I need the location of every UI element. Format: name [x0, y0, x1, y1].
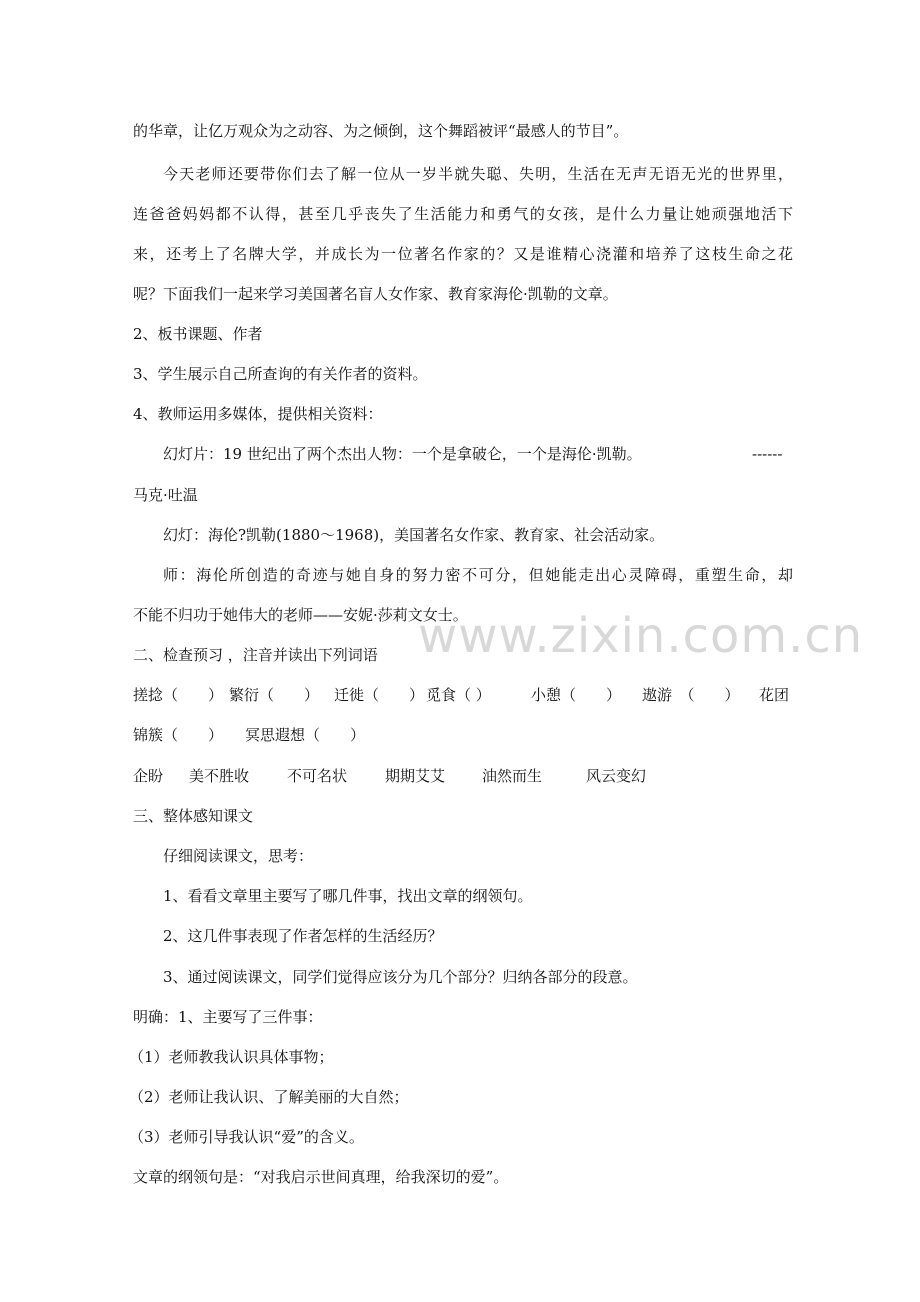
vocab-item: 遨游 （ ）	[642, 686, 740, 704]
vocab-item: 冥思遐想（ ）	[245, 726, 366, 744]
paragraph-line: 呢？下面我们一起来学习美国著名盲人女作家、教育家海伦·凯勒的文章。	[133, 285, 618, 303]
paragraph-line: 幻灯：海伦?凯勒(1880～1968)，美国著名女作家、教育家、社会活动家。	[163, 526, 665, 544]
answer-line: 明确：1、主要写了三件事：	[133, 1008, 323, 1026]
question-item: 1、看看文章里主要写了哪几件事，找出文章的纲领句。	[163, 887, 533, 905]
quote-line: 幻灯片：19 世纪出了两个杰出人物：一个是拿破仑，一个是海伦·凯勒。	[163, 445, 642, 463]
paragraph-line: 连爸爸妈妈都不认得，甚至几乎丧失了生活能力和勇气的女孩，是什么力量让她顽强地活下	[133, 205, 793, 223]
list-item: 3、学生展示自己所查询的有关作者的资料。	[133, 365, 428, 383]
vocab-item: 风云变幻	[586, 767, 647, 785]
paragraph-line: 仔细阅读课文，思考：	[163, 847, 314, 865]
list-item: 2、板书课题、作者	[133, 325, 263, 343]
paragraph-line: 师：海伦所创造的奇迹与她自身的努力密不可分，但她能走出心灵障碍，重塑生命，却	[163, 566, 793, 584]
watermark: www.zixin.com.cn	[418, 608, 864, 664]
paragraph-line: 来，还考上了名牌大学，并成长为一位著名作家的？又是谁精心浇灌和培养了这枝生命之花	[133, 245, 793, 263]
vocab-item: 美不胜收	[189, 767, 250, 785]
question-item: 3、通过阅读课文，同学们觉得应该分为几个部分？归纳各部分的段意。	[163, 968, 638, 986]
answer-item: （3）老师引导我认识“爱”的含义。	[129, 1128, 364, 1146]
vocab-item: 不可名状	[287, 767, 348, 785]
list-item: 4、教师运用多媒体，提供相关资料：	[133, 405, 383, 423]
vocab-item: 锦簇（ ）	[133, 726, 224, 744]
answer-line: 文章的纲领句是：“对我启示世间真理，给我深切的爱”。	[133, 1168, 509, 1186]
answer-item: （2）老师让我认识、了解美丽的大自然；	[129, 1088, 409, 1106]
vocab-item: 繁衍（ ）	[229, 686, 320, 704]
paragraph-line: 不能不归功于她伟大的老师——安妮·莎莉文女士。	[133, 606, 468, 624]
vocab-item: 油然而生	[482, 767, 543, 785]
section-heading: 三、整体感知课文	[133, 807, 254, 825]
section-heading: 二、检查预习 ，注音并读出下列词语	[133, 646, 378, 664]
vocab-item: 企盼	[133, 767, 164, 785]
answer-item: （1）老师教我认识具体事物；	[129, 1048, 334, 1066]
vocab-item: 觅食（ ）	[426, 686, 491, 704]
quote-attribution: 马克·吐温	[133, 486, 198, 504]
vocab-item: 搓捻（ ）	[133, 686, 224, 704]
quote-dash: ------	[752, 445, 783, 463]
question-item: 2、这几件事表现了作者怎样的生活经历？	[163, 927, 443, 945]
paragraph-line: 今天老师还要带你们去了解一位从一岁半就失聪、失明，生活在无声无语无光的世界里，	[163, 165, 793, 183]
vocab-item: 期期艾艾	[385, 767, 446, 785]
vocab-item: 小憩（ ）	[531, 686, 622, 704]
paragraph-line: 的华章，让亿万观众为之动容、为之倾倒，这个舞蹈被评“最感人的节目”。	[133, 122, 629, 140]
vocab-item: 花团	[759, 686, 790, 704]
vocab-item: 迁徙（ ）	[334, 686, 425, 704]
